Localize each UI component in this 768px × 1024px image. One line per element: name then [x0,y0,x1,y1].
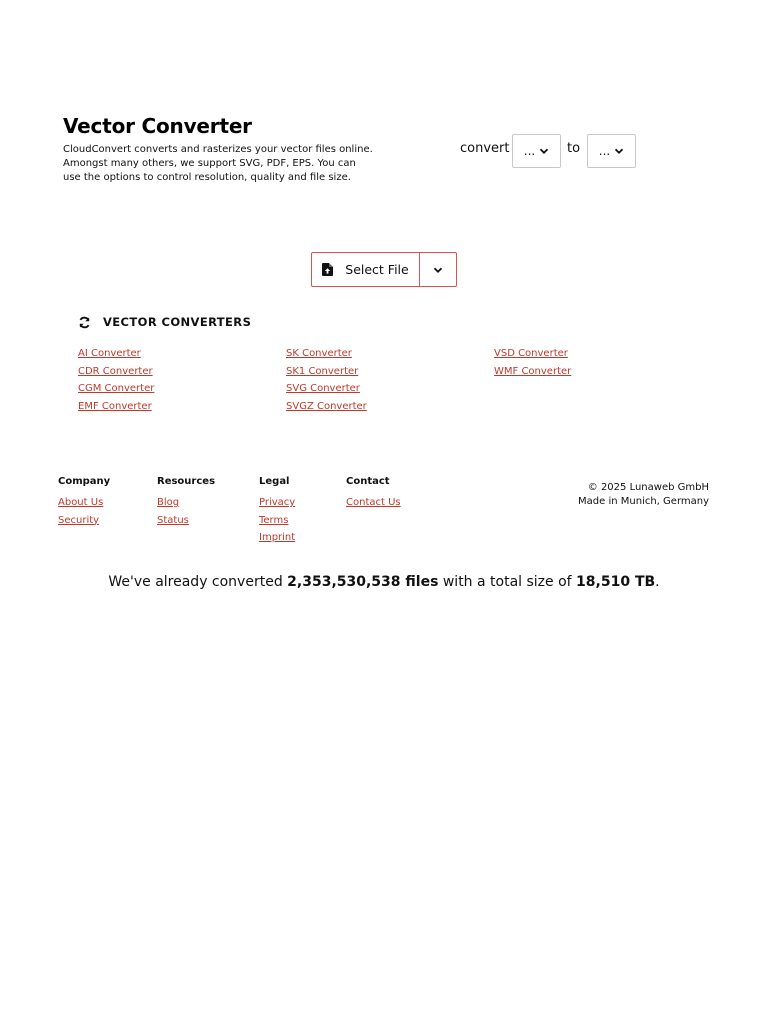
converter-link-sk1[interactable]: SK1 Converter [286,365,359,377]
footer-column-company [58,475,110,529]
footer-copyright [578,481,709,509]
converter-link-wmf[interactable]: WMF Converter [494,365,572,377]
copyright-text: © 2025 Lunaweb GmbH [587,482,709,493]
footer-heading-company: Company [58,476,111,487]
footer-heading-legal: Legal [259,476,290,487]
footer-link-terms[interactable]: Terms [259,514,289,526]
converters-column-1 [78,345,154,415]
footer-link-blog[interactable]: Blog [157,497,180,508]
footer-heading-resources: Resources [157,476,216,487]
file-upload-icon [322,263,333,276]
footer-column-resources [157,475,215,529]
to-label: to [567,141,581,156]
converter-link-svg[interactable]: SVG Converter [286,383,360,394]
footer-column-contact [346,475,401,512]
location-text: Made in Munich, Germany [578,496,709,507]
select-file-button[interactable] [312,253,420,286]
converter-link-cgm[interactable]: CGM Converter [78,383,155,394]
chevron-down-icon [433,265,443,275]
converter-link-cdr[interactable]: CDR Converter [78,365,153,377]
select-file-dropdown-button[interactable] [420,253,456,286]
converter-link-emf[interactable]: EMF Converter [78,400,152,412]
convert-label: convert [460,141,510,156]
chevron-down-icon [539,146,549,156]
footer-link-security[interactable]: Security [58,514,100,526]
page-description: CloudConvert converts and rasterizes your vector files online. Amongst many others, we support SVG, PDF, EPS. You can use the options to control resolution, quality and file size. [63,144,373,183]
footer-link-status[interactable]: Status [157,514,189,526]
to-format-select[interactable] [587,134,636,168]
converter-link-sk[interactable]: SK Converter [286,348,352,359]
footer-link-imprint[interactable]: Imprint [259,532,296,543]
footer-link-privacy[interactable]: Privacy [259,497,296,508]
from-format-select[interactable] [512,134,561,168]
converter-link-vsd[interactable]: VSD Converter [494,348,568,359]
chevron-down-icon [614,146,624,156]
stats-middle: with a total size of [438,574,577,590]
stats-suffix: . [655,574,660,590]
converters-section-header [78,315,251,329]
stats-total-size: 18,510 TB [576,574,656,590]
page-title: Vector Converter [63,114,252,138]
footer-heading-contact: Contact [346,476,390,487]
footer-column-legal [259,475,295,547]
select-file-group [311,252,457,287]
conversion-stats [0,574,768,590]
select-file-label: Select File [345,262,409,277]
stats-prefix: We've already converted [108,574,288,590]
footer-link-contact-us[interactable]: Contact Us [346,497,401,508]
converter-link-ai[interactable]: AI Converter [78,348,141,359]
converters-section-title: VECTOR CONVERTERS [103,315,252,329]
to-format-value: ... [598,144,611,158]
converters-column-3 [494,345,571,380]
refresh-icon [78,316,91,329]
from-format-value: ... [523,144,536,158]
converters-column-2 [286,345,367,415]
stats-files-count: 2,353,530,538 files [287,574,439,590]
converter-link-svgz[interactable]: SVGZ Converter [286,400,367,412]
footer-link-about-us[interactable]: About Us [58,497,104,508]
